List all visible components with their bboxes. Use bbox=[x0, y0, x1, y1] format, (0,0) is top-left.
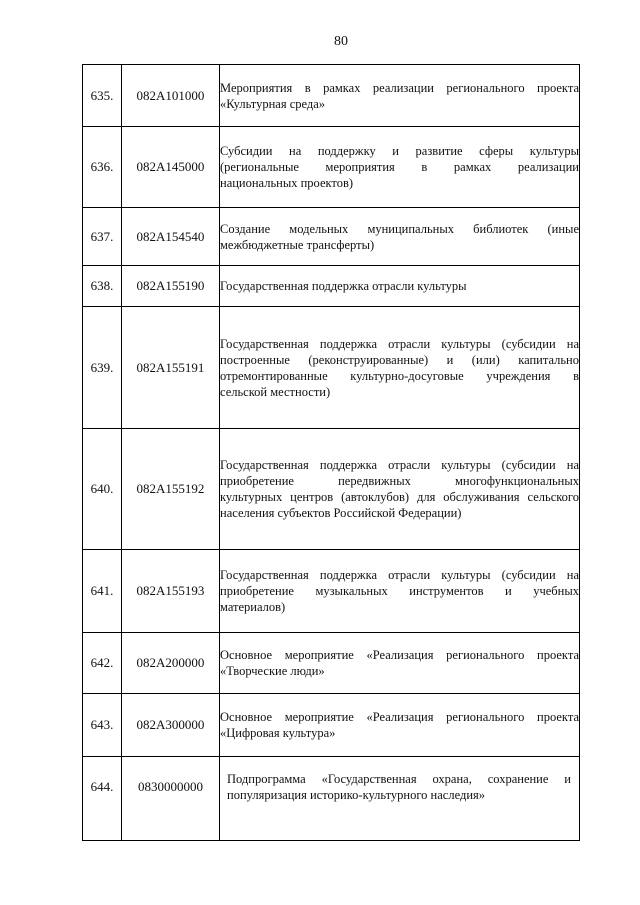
budget-code: 082A300000 bbox=[122, 694, 220, 757]
description-line: приобретение музыкальных инструментов и учебных bbox=[220, 584, 579, 598]
description-line: Основное мероприятие «Реализация регионального проекта bbox=[220, 710, 579, 724]
row-description bbox=[220, 757, 580, 841]
description-line: Государственная поддержка отрасли культуры (субсидии на bbox=[220, 336, 579, 351]
description-line: построенные (реконструированные) и (или) капитально bbox=[220, 352, 579, 367]
row-number: 644. bbox=[83, 757, 122, 841]
description-line: отремонтированные культурно-досуговые учреждения в bbox=[220, 368, 579, 383]
budget-code: 082A155191 bbox=[122, 307, 220, 429]
budget-code: 082A155192 bbox=[122, 429, 220, 550]
description-line: сельской местности) bbox=[220, 384, 331, 399]
description-line: Государственная поддержка отрасли культуры bbox=[220, 279, 467, 293]
description-line: Основное мероприятие «Реализация регионального проекта bbox=[220, 648, 579, 662]
budget-classification-table bbox=[82, 64, 580, 841]
budget-code: 082A101000 bbox=[122, 65, 220, 127]
budget-code: 082A200000 bbox=[122, 633, 220, 694]
table-row bbox=[83, 694, 580, 757]
description-line: населения субъектов Российской Федерации) bbox=[220, 506, 462, 520]
row-description bbox=[220, 550, 580, 633]
row-number: 643. bbox=[83, 694, 122, 757]
row-number: 635. bbox=[83, 65, 122, 127]
budget-code: 082A145000 bbox=[122, 127, 220, 208]
description-line: материалов) bbox=[220, 600, 286, 614]
budget-code: 082A155193 bbox=[122, 550, 220, 633]
row-number: 636. bbox=[83, 127, 122, 208]
description-line: Государственная поддержка отрасли культуры (субсидии на bbox=[220, 458, 579, 472]
row-number: 641. bbox=[83, 550, 122, 633]
description-line: популяризация историко-культурного наследия» bbox=[227, 787, 486, 802]
description-line: культурных центров (автоклубов) для обслуживания сельского bbox=[220, 490, 579, 504]
row-description bbox=[220, 694, 580, 757]
row-number: 639. bbox=[83, 307, 122, 429]
table-row bbox=[83, 429, 580, 550]
row-description bbox=[220, 633, 580, 694]
row-description bbox=[220, 429, 580, 550]
description-line: Подпрограмма «Государственная охрана, сохранение и bbox=[227, 771, 571, 786]
row-description bbox=[220, 127, 580, 208]
description-line: приобретение передвижных многофункциональных bbox=[220, 474, 579, 488]
table-row bbox=[83, 266, 580, 307]
budget-code: 082A155190 bbox=[122, 266, 220, 307]
description-line: «Творческие люди» bbox=[220, 664, 325, 678]
table-row bbox=[83, 208, 580, 266]
table-row bbox=[83, 65, 580, 127]
description-line: Создание модельных муниципальных библиотек (иные bbox=[220, 221, 579, 236]
table-row bbox=[83, 757, 580, 841]
row-number: 642. bbox=[83, 633, 122, 694]
row-number: 640. bbox=[83, 429, 122, 550]
row-number: 637. bbox=[83, 208, 122, 266]
table-row bbox=[83, 127, 580, 208]
description-line: «Цифровая культура» bbox=[220, 726, 336, 740]
description-line: национальных проектов) bbox=[220, 176, 354, 190]
description-line: (региональные мероприятия в рамках реализации bbox=[220, 160, 579, 174]
table-row bbox=[83, 550, 580, 633]
description-line: Мероприятия в рамках реализации регионального проекта bbox=[220, 80, 579, 95]
budget-code: 082A154540 bbox=[122, 208, 220, 266]
description-line: Субсидии на поддержку и развитие сферы культуры bbox=[220, 144, 579, 158]
page-number: 80 bbox=[334, 34, 348, 49]
table-row bbox=[83, 633, 580, 694]
row-description bbox=[220, 266, 580, 307]
row-description bbox=[220, 208, 580, 266]
description-line: «Культурная среда» bbox=[220, 96, 326, 111]
description-line: Государственная поддержка отрасли культуры (субсидии на bbox=[220, 568, 579, 582]
description-line: межбюджетные трансферты) bbox=[220, 237, 375, 252]
row-description bbox=[220, 307, 580, 429]
budget-code: 0830000000 bbox=[122, 757, 220, 841]
table-row bbox=[83, 307, 580, 429]
row-number: 638. bbox=[83, 266, 122, 307]
row-description bbox=[220, 65, 580, 127]
